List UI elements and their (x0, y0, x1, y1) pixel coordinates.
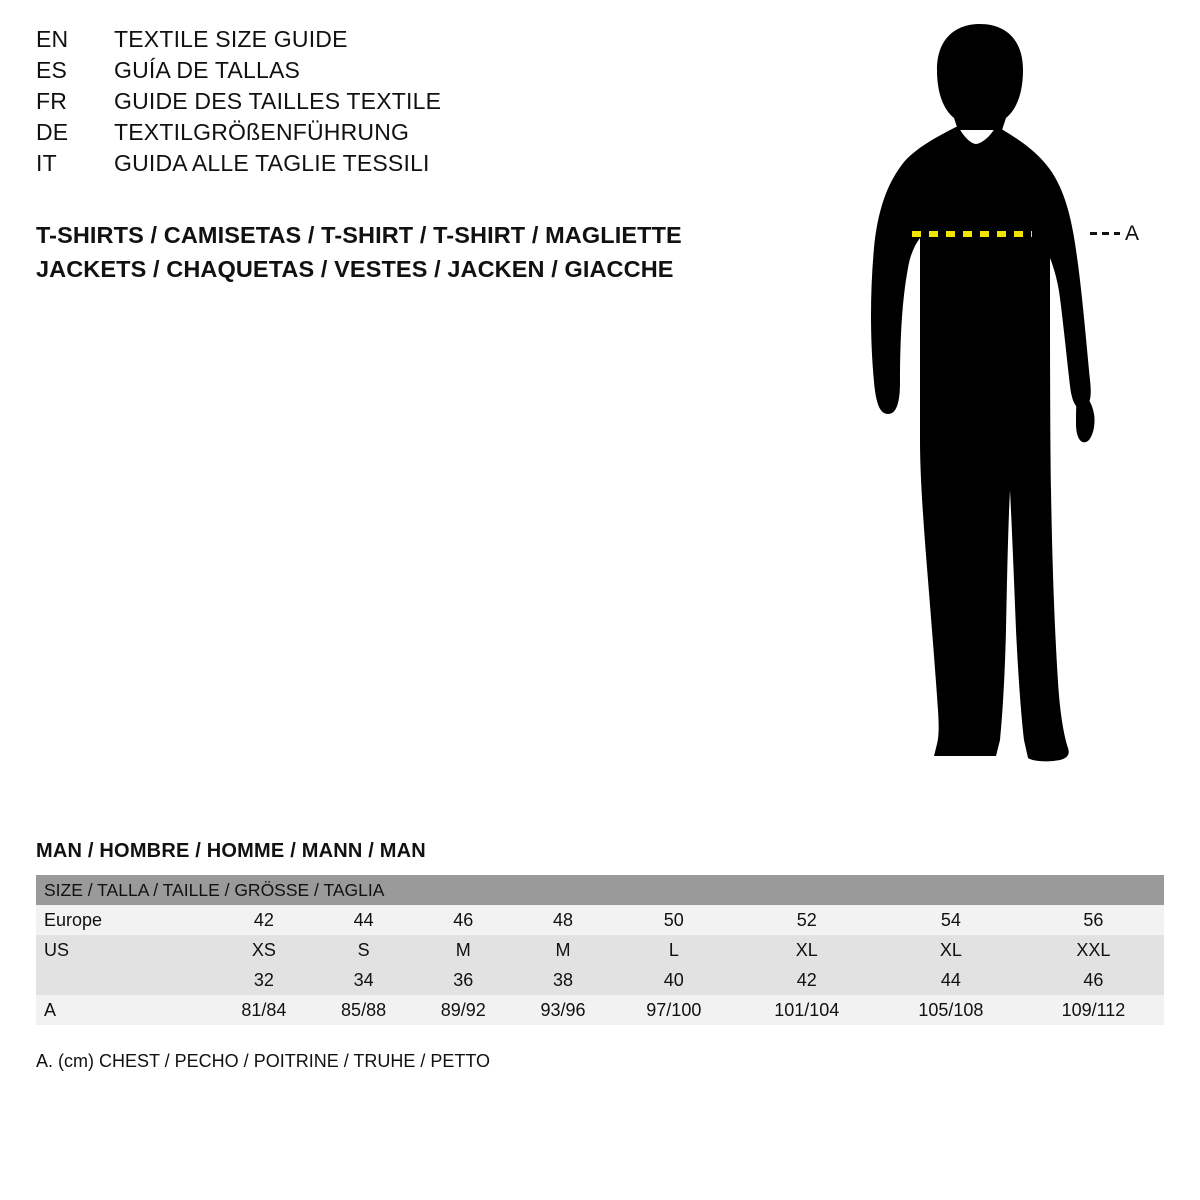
cell: 44 (879, 965, 1023, 995)
language-text: GUIDE DES TAILLES TEXTILE (114, 88, 442, 114)
language-row (36, 119, 756, 150)
language-text: TEXTILGRÖßENFÜHRUNG (114, 119, 410, 145)
category-tshirts: T-SHIRTS / CAMISETAS / T-SHIRT / T-SHIRT / MAGLIETTE (36, 222, 682, 248)
measure-label-a: A (1125, 222, 1140, 245)
language-code: EN (36, 26, 69, 52)
language-row (36, 26, 756, 57)
cell: M (413, 935, 513, 965)
body-silhouette (820, 10, 1180, 800)
cell: 38 (513, 965, 613, 995)
cell: 36 (413, 965, 513, 995)
category-jackets: JACKETS / CHAQUETAS / VESTES / JACKEN / GIACCHE (36, 256, 674, 282)
cell: 52 (735, 905, 879, 935)
language-row (36, 150, 756, 181)
language-code: ES (36, 57, 68, 83)
cell: 48 (513, 905, 613, 935)
cell: 93/96 (513, 995, 613, 1025)
cell: 81/84 (214, 995, 314, 1025)
cell: 32 (214, 965, 314, 995)
cell: 97/100 (613, 995, 735, 1025)
language-code: FR (36, 88, 68, 114)
table-row (36, 965, 1164, 995)
table-row (36, 995, 1164, 1025)
cell: S (314, 935, 414, 965)
language-text: GUÍA DE TALLAS (114, 57, 301, 83)
table-row (36, 905, 1164, 935)
cell: 54 (879, 905, 1023, 935)
category-list (36, 218, 796, 286)
cell: 89/92 (413, 995, 513, 1025)
cell: 46 (1023, 965, 1164, 995)
cell: 42 (735, 965, 879, 995)
cell: XXL (1023, 935, 1164, 965)
cell: XL (735, 935, 879, 965)
row-label-a: A (36, 995, 214, 1025)
cell: 40 (613, 965, 735, 995)
row-label-europe: Europe (36, 905, 214, 935)
row-label-blank (36, 965, 214, 995)
section-title-man: MAN / HOMBRE / HOMME / MANN / MAN (36, 840, 426, 862)
table-row (36, 935, 1164, 965)
language-code: DE (36, 119, 69, 145)
cell: XL (879, 935, 1023, 965)
cell: M (513, 935, 613, 965)
language-code: IT (36, 150, 57, 176)
language-row (36, 57, 756, 88)
measure-leader-line (1090, 232, 1120, 235)
size-table (36, 875, 1164, 1025)
cell: 56 (1023, 905, 1164, 935)
cell: 105/108 (879, 995, 1023, 1025)
silhouette-shape (871, 24, 1095, 761)
language-list (36, 26, 756, 181)
language-text: GUIDA ALLE TAGLIE TESSILI (114, 150, 430, 176)
cell: 42 (214, 905, 314, 935)
cell: L (613, 935, 735, 965)
cell: 46 (413, 905, 513, 935)
row-label-us: US (36, 935, 214, 965)
cell: 101/104 (735, 995, 879, 1025)
table-header-label: SIZE / TALLA / TAILLE / GRÖSSE / TAGLIA (36, 875, 1164, 905)
cell: 85/88 (314, 995, 414, 1025)
size-table-section (36, 840, 1164, 1072)
language-text: TEXTILE SIZE GUIDE (114, 26, 348, 52)
cell: 44 (314, 905, 414, 935)
cell: 50 (613, 905, 735, 935)
table-footnote: A. (cm) CHEST / PECHO / POITRINE / TRUHE / PETTO (36, 1051, 491, 1071)
language-row (36, 88, 756, 119)
table-header-row (36, 875, 1164, 905)
cell: XS (214, 935, 314, 965)
cell: 109/112 (1023, 995, 1164, 1025)
cell: 34 (314, 965, 414, 995)
